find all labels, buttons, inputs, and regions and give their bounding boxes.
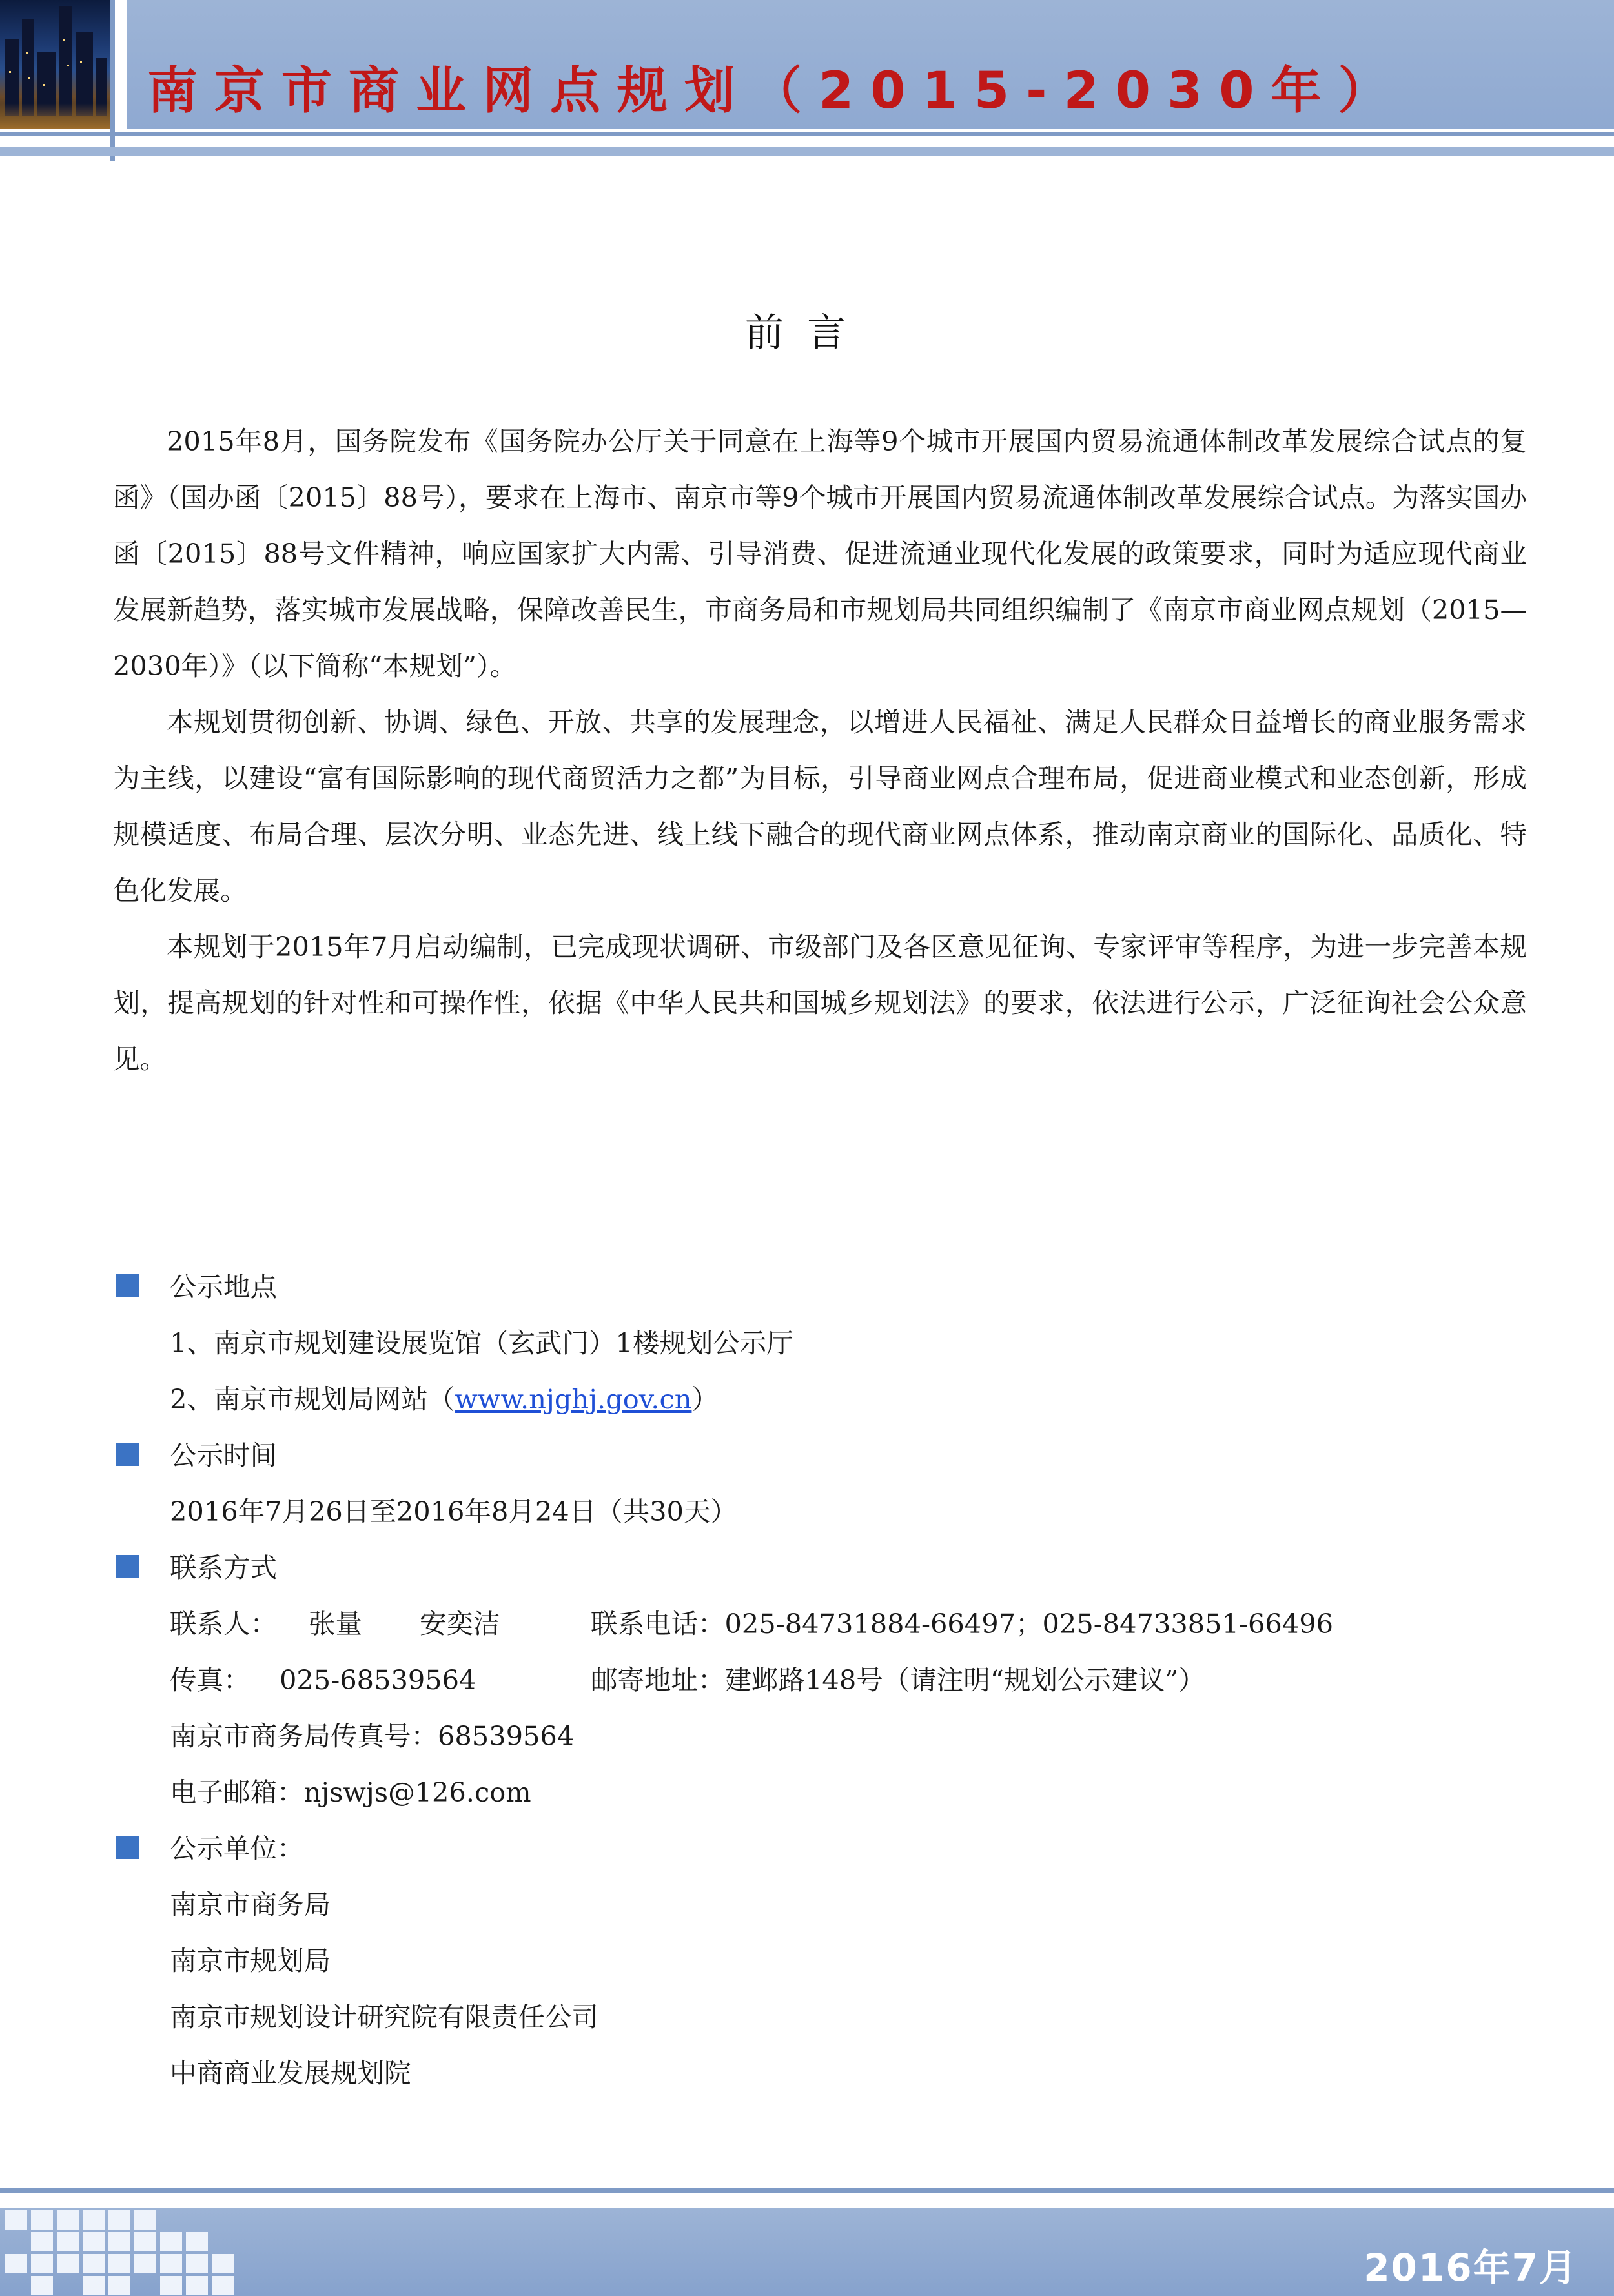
grid-square — [57, 2210, 79, 2230]
grid-square — [186, 2276, 208, 2295]
location-item: 1、南京市规划建设展览馆（玄武门）1楼规划公示厅 — [170, 1327, 793, 1359]
page-title: 前言 — [745, 310, 869, 356]
header-title: 南京市商业网点规划（2015-2030年） — [147, 62, 1405, 120]
time-value: 2016年7月26日至2016年8月24日（共30天） — [170, 1496, 737, 1527]
square-bullet-icon — [116, 1443, 139, 1466]
unit-item: 中商商业发展规划院 — [170, 2057, 411, 2089]
footer-grid-pattern — [0, 2208, 245, 2296]
grid-square — [186, 2232, 208, 2251]
email: 电子邮箱：njswjs@126.com — [170, 1776, 531, 1808]
section-heading: 公示单位： — [113, 1820, 1533, 1876]
location-item: 2、南京市规划局网站（www.njghj.gov.cn） — [170, 1383, 719, 1415]
grid-square — [108, 2276, 130, 2295]
header-city-photo — [0, 0, 110, 129]
paragraph: 2015年8月，国务院发布《国务院办公厅关于同意在上海等9个城市开展国内贸易流通体制改革发展综合试点的复函》（国办函〔2015〕88号），要求在上海市、南京市等9个城市开展国内贸易流通体制改革发展综合试点。为落实国办函〔2015〕88号文件精神，响应国家扩大内需、引导消费、促进流通业现代化发展的政策要求，同时为适应现代商业发展新趋势，落实城市发展战略，保障改善民生，市商务局和市规划局共同组织编制了《南京市商业网点规划（2015—2030年）》（以下简称“本规划”）。 — [113, 425, 1527, 682]
paragraph: 本规划贯彻创新、协调、绿色、开放、共享的发展理念，以增进人民福祉、满足人民群众日益增长的商业服务需求为主线，以建设“富有国际影响的现代商贸活力之都”为目标，引导商业网点合理布局，促进商业模式和业态创新，形成规模适度、布局合理、层次分明、业态先进、线上线下融合的现代商业网点体系，推动南京商业的国际化、品质化、特色化发展。 — [113, 706, 1527, 906]
grid-square — [5, 2210, 27, 2230]
grid-square — [108, 2210, 130, 2230]
commerce-fax: 南京市商务局传真号：68539564 — [170, 1720, 575, 1752]
section-heading: 公示时间 — [113, 1427, 1533, 1483]
grid-square — [83, 2254, 105, 2273]
grid-square — [57, 2254, 79, 2273]
grid-square — [186, 2254, 208, 2273]
contact-person: 安奕洁 — [420, 1608, 500, 1640]
contact-person: 张量 — [309, 1608, 363, 1640]
unit-item: 南京市商务局 — [170, 1889, 331, 1920]
square-bullet-icon — [116, 1555, 139, 1578]
grid-square — [31, 2254, 53, 2273]
website-link[interactable]: www.njghj.gov.cn — [455, 1383, 692, 1415]
fax-number: 025-68539564 — [280, 1664, 476, 1696]
units-section — [113, 1820, 1533, 2101]
grid-square — [212, 2276, 234, 2295]
page-footer — [0, 2182, 1614, 2296]
contact-row: 传真： 025-68539564 邮寄地址：建邺路148号（请注明“规划公示建议”） — [113, 1652, 1533, 1708]
footer-rule — [0, 2188, 1614, 2193]
phone-number: 025-84731884-66497；025-84733851-66496 — [724, 1608, 1334, 1640]
header-rule-lower — [0, 147, 1614, 156]
contact-section — [113, 1539, 1533, 1820]
square-bullet-icon — [116, 1274, 139, 1297]
unit-item: 南京市规划设计研究院有限责任公司 — [170, 2001, 599, 2033]
header-rule — [0, 132, 1614, 136]
page-header — [0, 0, 1614, 161]
grid-square — [108, 2232, 130, 2251]
section-heading: 公示地点 — [113, 1259, 1533, 1315]
grid-square — [212, 2254, 234, 2273]
grid-square — [57, 2232, 79, 2251]
grid-square — [134, 2254, 156, 2273]
grid-square — [83, 2276, 105, 2295]
contact-row: 联系人： 张量 安奕洁 联系电话：025-84731884-66497；025-84733851-66496 — [113, 1596, 1533, 1652]
grid-square — [83, 2210, 105, 2230]
grid-square — [160, 2232, 182, 2251]
unit-item: 南京市规划局 — [170, 1945, 331, 1976]
preface-body — [113, 413, 1527, 1087]
grid-square — [31, 2210, 53, 2230]
grid-square — [134, 2232, 156, 2251]
header-divider-white — [115, 0, 127, 161]
paragraph: 本规划于2015年7月启动编制，已完成现状调研、市级部门及各区意见征询、专家评审等程序，为进一步完善本规划，提高规划的针对性和可操作性，依据《中华人民共和国城乡规划法》的要求，依法进行公示，广泛征询社会公众意见。 — [113, 931, 1527, 1075]
grid-square — [160, 2254, 182, 2273]
section-heading: 联系方式 — [113, 1539, 1533, 1596]
grid-square — [5, 2254, 27, 2273]
header-divider — [110, 0, 115, 161]
notice-location-section — [113, 1259, 1533, 1427]
grid-square — [31, 2232, 53, 2251]
footer-date: 2016年7月 — [1364, 2246, 1578, 2290]
square-bullet-icon — [116, 1836, 139, 1859]
grid-square — [31, 2276, 53, 2295]
grid-square — [83, 2232, 105, 2251]
grid-square — [108, 2254, 130, 2273]
grid-square — [134, 2210, 156, 2230]
grid-square — [160, 2276, 182, 2295]
notice-time-section — [113, 1427, 1533, 1539]
mailing-address: 建邺路148号（请注明“规划公示建议”） — [724, 1664, 1205, 1696]
